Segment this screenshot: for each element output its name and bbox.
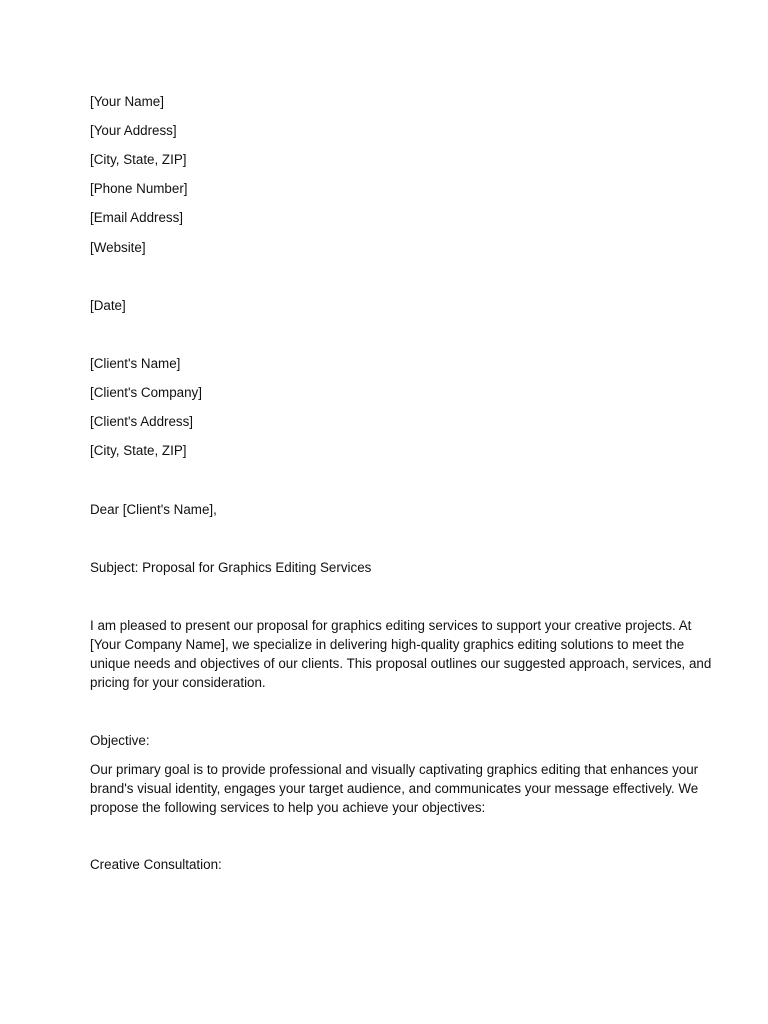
objective-paragraph — [90, 760, 699, 817]
recipient-city-state-zip: [City, State, ZIP] — [90, 443, 187, 458]
intro-paragraph — [90, 616, 712, 692]
sender-email: [Email Address] — [90, 210, 184, 225]
sender-phone: [Phone Number] — [90, 181, 188, 196]
intro-line: pricing for your consideration. — [90, 675, 266, 690]
sender-city-state-zip: [City, State, ZIP] — [90, 152, 187, 167]
salutation: Dear [Client's Name], — [90, 502, 217, 517]
objective-heading: Objective: — [90, 733, 150, 748]
objective-line: brand's visual identity, engages your target audience, and communicates your message effectively. We — [90, 781, 699, 796]
letter-date: [Date] — [90, 298, 126, 313]
sender-website: [Website] — [90, 240, 146, 255]
recipient-address: [Client's Address] — [90, 414, 194, 429]
section-heading-creative-consultation: Creative Consultation: — [90, 857, 222, 872]
objective-line: propose the following services to help you achieve your objectives: — [90, 800, 486, 815]
intro-line: unique needs and objectives of our clients. This proposal outlines our suggested approach, services, and — [90, 656, 712, 671]
subject-line: Subject: Proposal for Graphics Editing Services — [90, 560, 372, 575]
intro-line: I am pleased to present our proposal for graphics editing services to support your creative projects. At — [90, 618, 692, 633]
intro-line: [Your Company Name], we specialize in delivering high-quality graphics editing solutions to meet the — [90, 637, 685, 652]
sender-address: [Your Address] — [90, 123, 177, 138]
recipient-company: [Client's Company] — [90, 385, 202, 400]
recipient-name: [Client's Name] — [90, 356, 181, 371]
objective-line: Our primary goal is to provide professional and visually captivating graphics editing that enhances your — [90, 762, 699, 777]
sender-name: [Your Name] — [90, 94, 164, 109]
